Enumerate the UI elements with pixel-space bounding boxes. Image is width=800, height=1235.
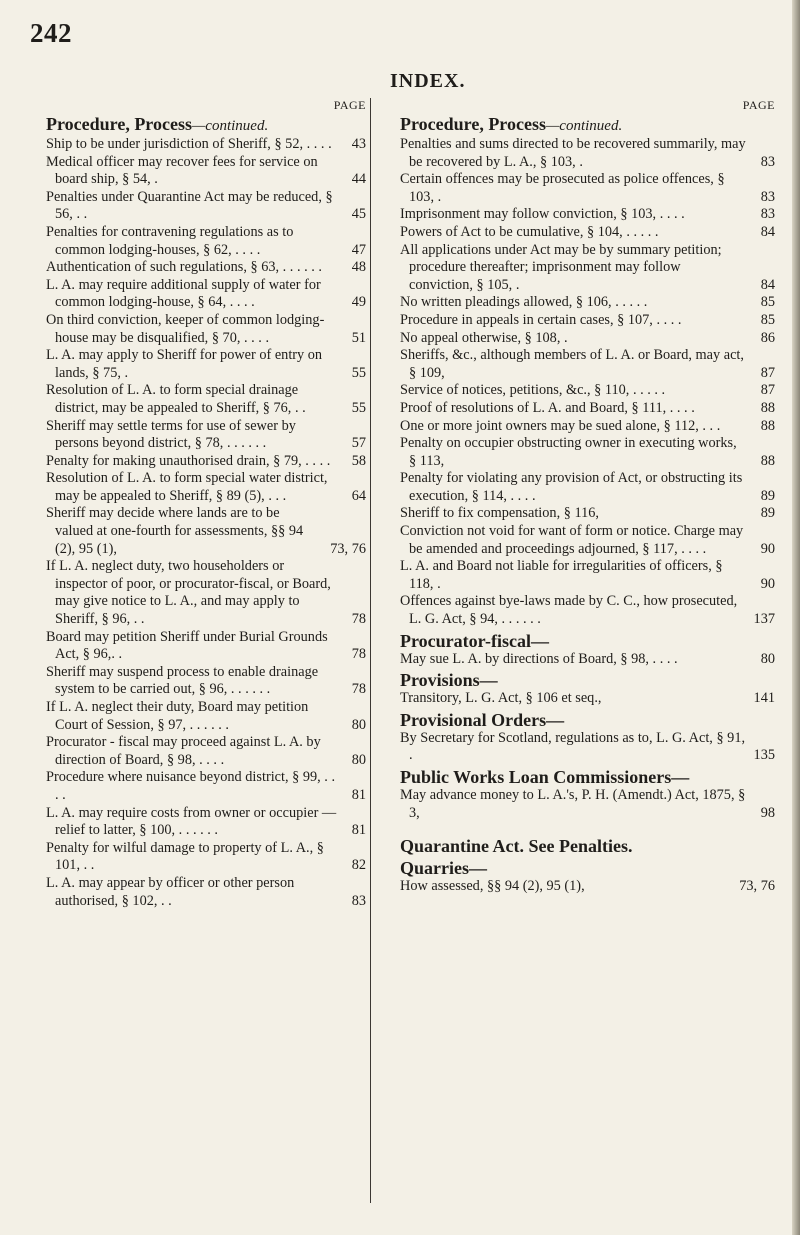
index-entry [46,629,366,664]
entry-page-ref: 47 [351,241,366,258]
entry-text: Sheriff may decide where lands are to be valued at one-fourth for assessments, §§ 94 (2), 95 (1), [46,505,304,557]
entry-text: Transitory, L. G. Act, § 106 et seq., [400,690,602,707]
entry-page-ref: 86 [760,329,775,346]
entry-page-ref: 135 [753,747,775,764]
entry-text: If L. A. neglect duty, two householders or inspector of poor, or procurator-fiscal, or Board, may give notice to L. A., and may apply to Sheriff, § 96, . . [46,558,331,628]
entry-page-ref: 80 [351,751,366,768]
index-heading: Provisions— [400,670,498,691]
page-column-label: PAGE [742,98,775,112]
index-entry [46,189,366,224]
entry-text: Sheriff may settle terms for use of sewer by persons beyond district, § 78, . . . . . . [46,417,296,452]
entry-text: By Secretary for Scotland, regulations as to, L. G. Act, § 91, . [400,729,746,764]
index-entry [400,470,775,505]
entry-page-ref: 85 [760,294,775,311]
entry-text: Conviction not void for want of form or notice. Charge may be amended and proceedings adjourned, § 117, . . . . [400,523,744,557]
heading-continued: —continued. [191,118,269,134]
index-entry [400,558,775,593]
index-entry [46,558,366,628]
entry-page-ref: 83 [351,892,366,909]
entry-text: If L. A. neglect their duty, Board may petition Court of Session, § 97, . . . . . . [46,699,309,733]
entry-text: Board may petition Sheriff under Burial Grounds Act, § 96,. . [46,628,328,663]
index-entry [400,593,775,628]
index-entry [400,418,775,436]
entry-text: Service of notices, petitions, &c., § 110, . . . . . [400,382,666,399]
entry-text: Penalties under Quarantine Act may be reduced, § 56, . . [46,188,333,223]
entry-page-ref: 73, 76 [739,878,775,895]
entry-text: Penalty for violating any provision of Act, or obstructing its execution, § 114, . . . . [400,470,743,504]
page-number: 242 [30,18,72,48]
index-entry [46,154,366,189]
entry-text: Penalty for making unauthorised drain, § 79, . . . . [46,452,331,469]
entry-page-ref: 90 [760,575,775,592]
entry-text: Resolution of L. A. to form special drainage district, may be appealed to Sheriff, § 76, . . [46,382,306,416]
entry-page-ref: 88 [760,399,775,416]
entry-text: No written pleadings allowed, § 106, . . . . . [400,294,648,311]
entry-page-ref: 80 [760,650,775,667]
left-entry-list [46,136,366,910]
entry-page-ref: 43 [351,136,366,152]
index-entry [46,769,366,804]
entry-text: Penalties and sums directed to be recovered summarily, may be recovered by L. A., § 103, . [400,136,746,170]
entry-page-ref: 89 [760,487,775,504]
heading-text: Procedure, Process [400,114,546,134]
index-entry [46,224,366,259]
index-entry [46,382,366,417]
entry-text: Authentication of such regulations, § 63, . . . . . . [46,259,322,276]
entry-page-ref: 55 [351,364,366,381]
index-section [400,670,775,708]
entry-page-ref: 58 [351,452,366,469]
index-entry [46,259,366,277]
entry-page-ref: 88 [760,452,775,469]
entry-page-ref: 83 [760,153,775,170]
entry-text: Sheriff may suspend process to enable drainage system to be carried out, § 96, . . . . . . [46,663,319,698]
index-entry [400,730,775,765]
index-heading: Procurator-fiscal— [400,630,549,651]
index-entry [400,505,775,523]
heading-text: Procedure, Process [46,114,192,134]
index-entry [400,206,775,224]
entry-text: Proof of resolutions of L. A. and Board, § 111, . . . . [400,399,695,416]
entry-page-ref: 78 [351,646,366,663]
index-entry [46,312,366,347]
entry-page-ref: 45 [351,206,366,223]
index-section [400,858,775,896]
entry-page-ref: 49 [351,294,366,311]
entry-text: Penalty on occupier obstructing owner in executing works, § 113, [400,435,737,469]
section-gap [400,822,775,834]
entry-text: Sheriff to fix compensation, § 116, [400,505,599,522]
entry-text: Imprisonment may follow conviction, § 103, . . . . [400,206,685,223]
entry-page-ref: 44 [351,171,366,188]
entry-page-ref: 84 [760,223,775,240]
entry-text: L. A. may require costs from owner or occupier — relief to latter, § 100, . . . . . . [46,804,337,839]
entry-text: How assessed, §§ 94 (2), 95 (1), [400,878,585,895]
index-entry [46,136,366,154]
entry-text: Penalty for wilful damage to property of L. A., § 101, . . [46,839,324,874]
index-entry [400,294,775,312]
right-sections [400,631,775,896]
index-entry [46,664,366,699]
index-entry [400,400,775,418]
page-column-label: PAGE [333,98,366,112]
entry-text: One or more joint owners may be sued alone, § 112, . . . [400,417,721,434]
entry-page-ref: 83 [760,206,775,223]
entry-text: Powers of Act to be cumulative, § 104, . . . . . [400,223,659,240]
entry-page-ref: 82 [351,857,366,874]
entry-page-ref: 87 [760,382,775,399]
entry-text: Ship to be under jurisdiction of Sheriff, § 52, . . . . [46,136,332,152]
index-section [400,822,775,856]
entry-page-ref: 80 [351,716,366,733]
index-entry [46,418,366,453]
index-entry [400,382,775,400]
index-heading [400,114,775,136]
entry-text: Resolution of L. A. to form special water district, may be appealed to Sheriff, § 89 (5), . . . [46,470,328,504]
right-entry-list [400,136,775,629]
index-entry [46,277,366,312]
entry-page-ref: 84 [760,276,775,293]
entry-page-ref: 55 [351,399,366,416]
index-entry [400,242,775,295]
index-entry [400,312,775,330]
index-section [400,767,775,822]
index-entry [400,523,775,558]
heading-continued: —continued. [545,118,623,134]
index-entry [46,347,366,382]
index-heading: Quarantine Act. See Penalties. [400,836,633,857]
entry-text: L. A. may appear by officer or other person authorised, § 102, . . [46,874,295,909]
entry-text: Sheriffs, &c., although members of L. A. or Board, may act, § 109, [400,347,744,381]
index-entry [400,330,775,348]
entry-text: Offences against bye-laws made by C. C., how prosecuted, L. G. Act, § 94, . . . . . . [400,593,738,628]
entry-text: Penalties for contravening regulations as to common lodging-houses, § 62, . . . . [46,223,294,258]
index-entry [46,470,366,505]
index-entry [400,878,775,896]
entry-page-ref: 87 [760,364,775,381]
index-heading: Provisional Orders— [400,709,565,730]
index-entry [46,453,366,471]
index-entry [46,734,366,769]
entry-text: All applications under Act may be by summary petition; procedure thereafter; imprisonment may follow conviction, § 105, . [400,241,722,293]
column-divider [370,98,371,1203]
index-entry [400,224,775,242]
entry-text: L. A. and Board not liable for irregularities of officers, § 118, . [400,558,723,592]
index-entry [46,875,366,910]
entry-page-ref: 89 [760,505,775,522]
entry-page-ref: 51 [351,329,366,346]
entry-page-ref: 78 [351,681,366,698]
entry-page-ref: 78 [351,611,366,628]
entry-page-ref: 73, 76 [330,540,366,557]
index-entry [400,690,775,708]
entry-text: May sue L. A. by directions of Board, § 98, . . . . [400,650,678,667]
entry-text: L. A. may apply to Sheriff for power of entry on lands, § 75, . [46,347,323,381]
right-column [400,98,775,896]
entry-text: Medical officer may recover fees for service on board ship, § 54, . [46,153,318,188]
entry-page-ref: 81 [351,786,366,803]
entry-text: On third conviction, keeper of common lodging-house may be disqualified, § 70, . . . . [46,311,325,346]
entry-page-ref: 88 [760,417,775,434]
entry-page-ref: 48 [351,259,366,276]
index-entry [400,171,775,206]
entry-text: Procedure where nuisance beyond district, § 99, . . . . [46,769,336,803]
index-entry [46,699,366,734]
index-entry [400,136,775,171]
index-heading [46,114,366,136]
entry-page-ref: 83 [760,188,775,205]
index-entry [400,347,775,382]
entry-page-ref: 141 [753,690,775,707]
left-column [46,98,366,910]
entry-page-ref: 85 [760,311,775,328]
index-entry [46,840,366,875]
entry-text: L. A. may require additional supply of water for common lodging-house, § 64, . . . . [46,276,321,311]
entry-text: Procurator - fiscal may proceed against L. A. by direction of Board, § 98, . . . . [46,734,321,768]
entry-text: May advance money to L. A.'s, P. H. (Amendt.) Act, 1875, § 3, [400,787,746,821]
index-section [400,710,775,765]
page-edge [792,0,800,1235]
entry-page-ref: 90 [760,540,775,557]
running-head: INDEX. [390,70,466,92]
entry-text: Procedure in appeals in certain cases, § 107, . . . . [400,311,682,328]
entry-page-ref: 98 [760,804,775,821]
entry-page-ref: 81 [351,822,366,839]
index-entry [400,651,775,669]
index-entry [400,435,775,470]
index-entry [400,787,775,822]
entry-text: Certain offences may be prosecuted as police offences, § 103, . [400,171,725,205]
index-heading: Public Works Loan Commissioners— [400,767,690,787]
entry-text: No appeal otherwise, § 108, . [400,329,568,346]
index-section [400,631,775,669]
index-entry [46,505,366,558]
entry-page-ref: 57 [351,435,366,452]
entry-page-ref: 64 [351,487,366,504]
entry-page-ref: 137 [753,611,775,628]
index-heading: Quarries— [400,858,487,879]
index-entry [46,805,366,840]
